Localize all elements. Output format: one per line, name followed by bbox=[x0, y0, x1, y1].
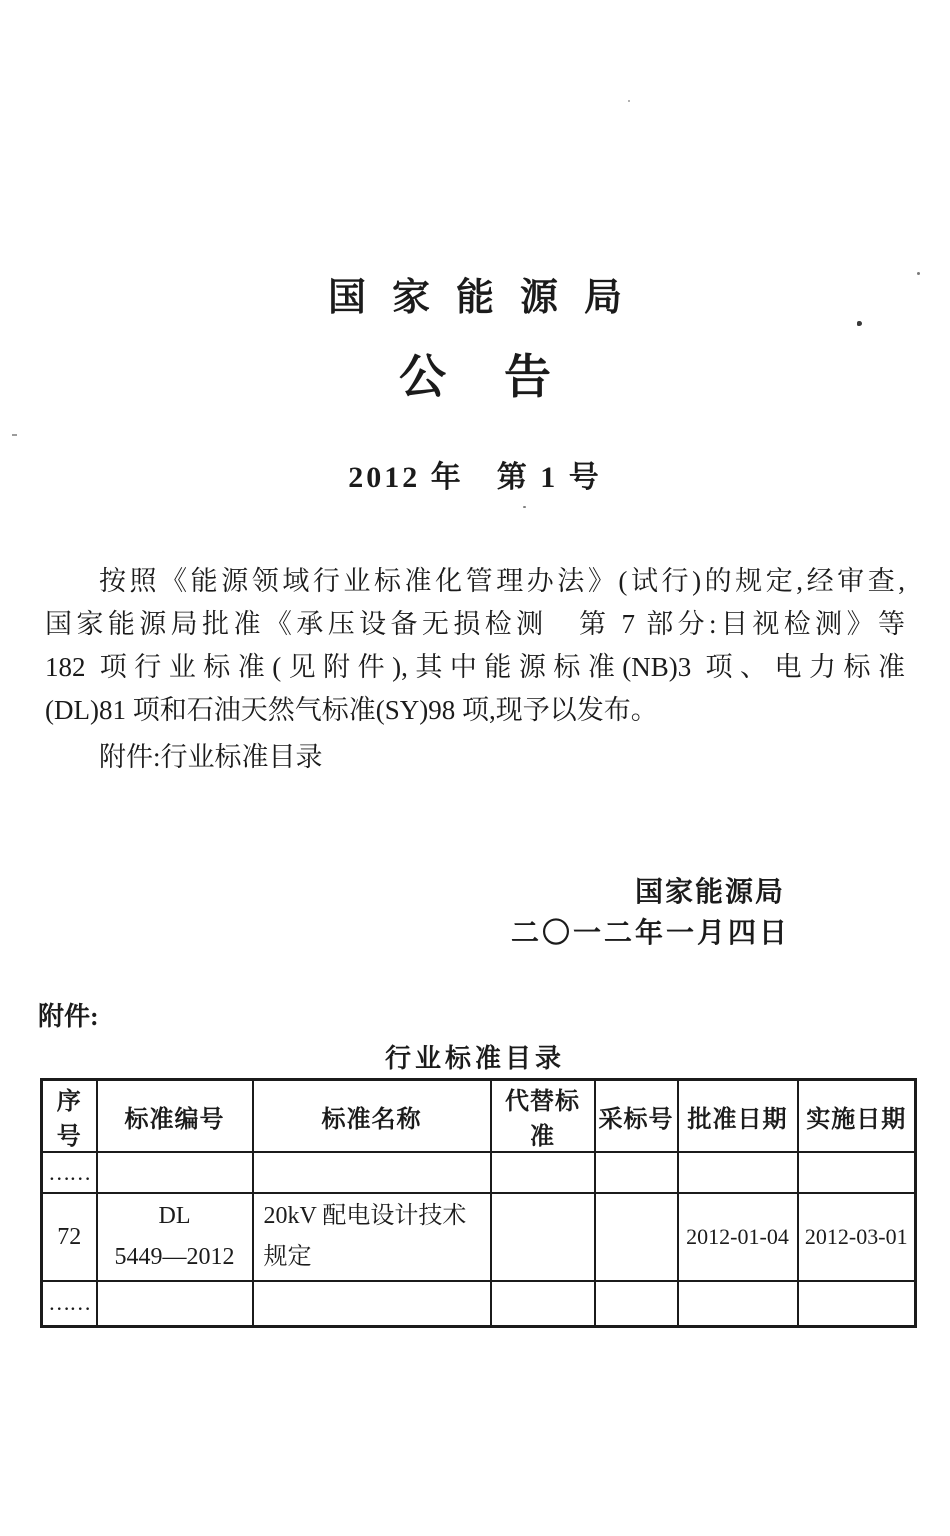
cell-code bbox=[97, 1281, 253, 1326]
cell-approve-date bbox=[678, 1152, 798, 1193]
cell-implement-date bbox=[798, 1152, 916, 1193]
header-seq: 序号 bbox=[42, 1080, 97, 1153]
scan-speck bbox=[523, 506, 526, 508]
header-name: 标准名称 bbox=[253, 1080, 491, 1153]
cell-adopt bbox=[595, 1281, 678, 1326]
code-line-2: 5449—2012 bbox=[114, 1244, 235, 1270]
cell-name bbox=[253, 1281, 491, 1326]
announcement-body bbox=[45, 560, 905, 779]
signature-agency: 国家能源局 bbox=[634, 877, 785, 908]
cell-adopt bbox=[595, 1193, 678, 1281]
cell-name bbox=[253, 1193, 491, 1281]
agency-title: 国家能源局 bbox=[327, 277, 648, 319]
cell-approve-date bbox=[678, 1281, 798, 1326]
table-header-row bbox=[42, 1080, 916, 1153]
scan-speck bbox=[857, 321, 862, 326]
standards-table bbox=[40, 1078, 917, 1328]
cell-code bbox=[97, 1193, 253, 1281]
signature-date: 二〇一二年一月四日 bbox=[510, 918, 790, 949]
cell-approve-date: 2012-01-04 bbox=[678, 1193, 798, 1281]
header-code: 标准编号 bbox=[97, 1080, 253, 1153]
cell-name bbox=[253, 1152, 491, 1193]
header-implement-date: 实施日期 bbox=[798, 1080, 916, 1153]
table-title: 行业标准目录 bbox=[384, 1044, 565, 1073]
header-adopt: 采标号 bbox=[595, 1080, 678, 1153]
name-line-1: 20kV 配电设计技术 bbox=[263, 1203, 467, 1229]
attachment-label: 附件: bbox=[38, 1002, 99, 1031]
issue-number: 2012 年 第 1 号 bbox=[348, 461, 602, 494]
scan-speck bbox=[628, 100, 630, 102]
scan-speck bbox=[12, 434, 17, 436]
body-line-4: (DL)81 项和石油天然气标准(SY)98 项,现予以发布。 bbox=[45, 695, 658, 725]
table-row bbox=[42, 1193, 916, 1281]
header-approve-date: 批准日期 bbox=[678, 1080, 798, 1153]
cell-implement-date: 2012-03-01 bbox=[798, 1193, 916, 1281]
code-line-1: DL bbox=[158, 1203, 191, 1229]
cell-seq: …… bbox=[42, 1152, 97, 1193]
body-line-3: 182 项行业标准(见附件),其中能源标准(NB)3 项、电力标准 bbox=[45, 652, 905, 682]
table-row bbox=[42, 1281, 916, 1326]
body-line-1: 按照《能源领域行业标准化管理办法》(试行)的规定,经审查, bbox=[99, 566, 905, 596]
attachment-note: 附件:行业标准目录 bbox=[99, 742, 323, 772]
doc-type-title: 公告 bbox=[399, 352, 609, 404]
cell-code bbox=[97, 1152, 253, 1193]
cell-seq: …… bbox=[42, 1281, 97, 1326]
cell-replace bbox=[491, 1152, 595, 1193]
name-line-2: 规定 bbox=[263, 1244, 312, 1270]
header-replace: 代替标准 bbox=[491, 1080, 595, 1153]
cell-seq: 72 bbox=[42, 1193, 97, 1281]
cell-replace bbox=[491, 1193, 595, 1281]
cell-adopt bbox=[595, 1152, 678, 1193]
table-row bbox=[42, 1152, 916, 1193]
cell-implement-date bbox=[798, 1281, 916, 1326]
body-line-2: 国家能源局批准《承压设备无损检测 第 7 部分:目视检测》等 bbox=[45, 609, 905, 639]
cell-replace bbox=[491, 1281, 595, 1326]
